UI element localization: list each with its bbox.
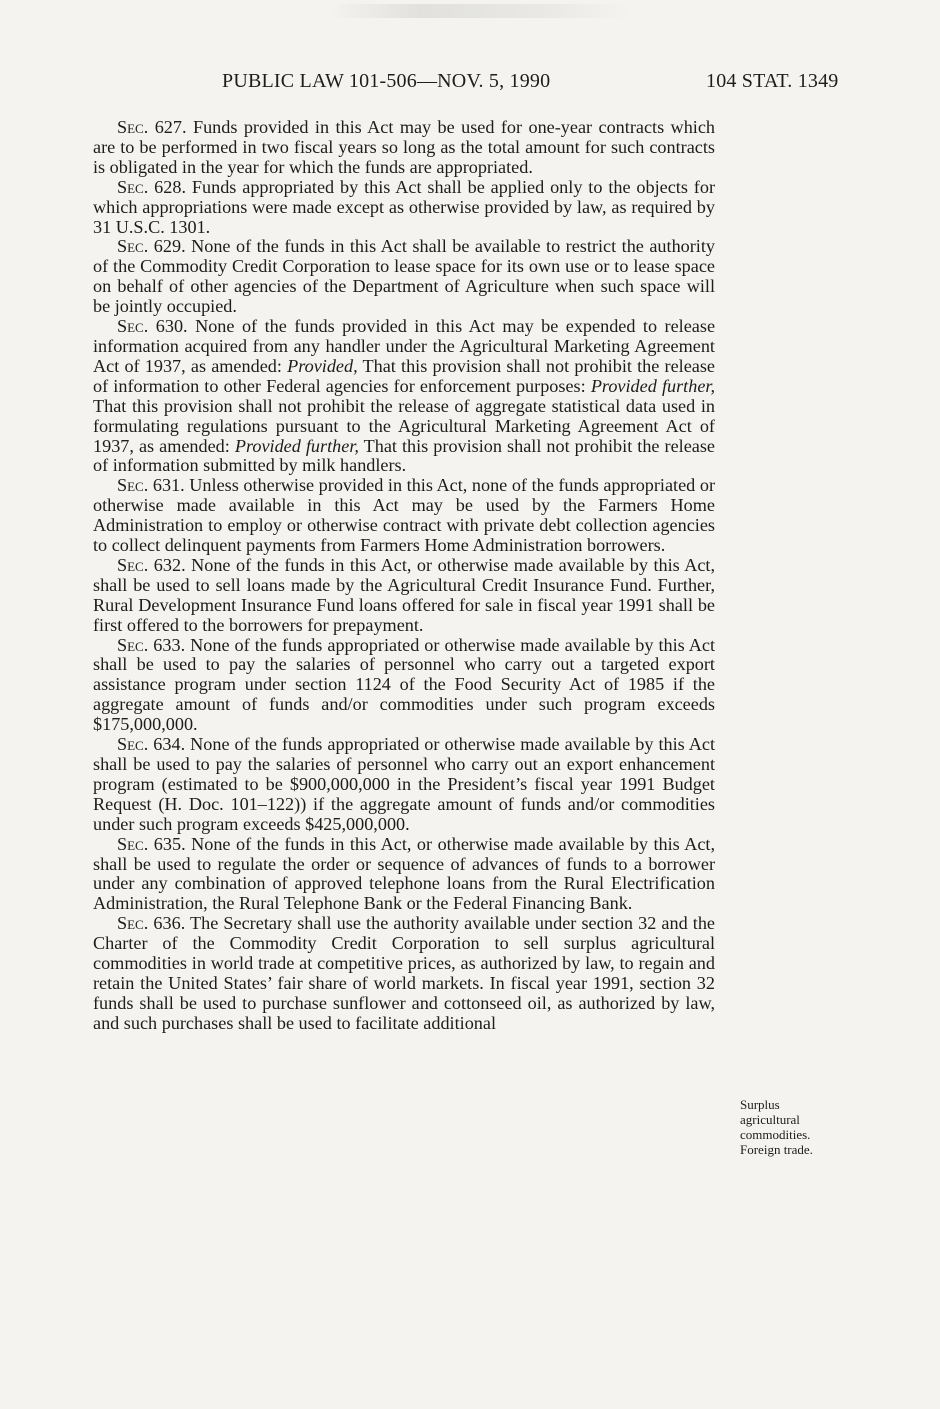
section-number: 632. xyxy=(153,554,186,575)
section-text: Unless otherwise provided in this Act, none of the funds appropriated or otherwise made available in this Act may be used by the Farmers Home Administration to employ or otherwise contract with private debt collection agencies to collect delinquent payments from Farmers Home Administration borrowers. xyxy=(93,475,716,556)
section-text: None of the funds in this Act, or otherwise made available by this Act, shall be used to regulate the order or sequence of advances of funds to a borrower under any combination of approved telephone loans from the Rural Electrification Administration, the Rural Telephone Bank or the Federal Financing Bank. xyxy=(93,833,716,914)
section-label: Sec. xyxy=(117,236,149,257)
section-number: 629. xyxy=(153,236,186,257)
section-label: Sec. xyxy=(117,554,149,575)
section-text: None of the funds appropriated or otherwise made available by this Act shall be used to pay the salaries of personnel who carry out a targeted export assistance program under section 1124 of the Food Security Act of 1985 if the aggregate amount of funds and/or commodities under such program exceeds $175,000,000. xyxy=(93,634,715,735)
margin-note xyxy=(740,1097,860,1157)
section-number: 627. xyxy=(154,117,187,137)
section-label: Sec. xyxy=(117,913,149,934)
margin-note-line: Foreign trade. xyxy=(740,1142,813,1157)
page-header xyxy=(0,70,940,100)
section-number: 636. xyxy=(153,913,186,934)
proviso-text: Provided, xyxy=(287,355,358,376)
section-text: Funds provided in this Act may be used for one-year contracts which are to be performed in two fiscal years so long as the total amount for such contracts is obligated in the year for which the funds are appropriated. xyxy=(93,117,716,177)
section-number: 631. xyxy=(152,475,185,496)
section-paragraph xyxy=(93,317,715,476)
section-label: Sec. xyxy=(117,475,149,496)
section-label: Sec. xyxy=(117,316,149,337)
document-body xyxy=(93,118,715,1034)
section-number: 634. xyxy=(153,734,186,755)
section-text: None of the funds appropriated or otherwise made available by this Act shall be used to pay the salaries of personnel who carry out an export enhancement program (estimated to be $900,000,000 in the President’s fiscal year 1991 Budget Request (H. Doc. 101–122)) if the aggregate amount of funds and/or commodities under such program exceeds $425,000,000. xyxy=(93,734,715,834)
bleed-through-mark xyxy=(330,4,630,18)
section-label: Sec. xyxy=(117,833,149,854)
section-paragraph xyxy=(93,178,715,238)
section-text: None of the funds provided in this Act may be expended to release information acquired from any handler under the Agricultural Marketing Agreement Act of 1937, as amended: xyxy=(93,316,716,376)
section-text: The Secretary shall use the authority available under section 32 and the Charter of the Commodity Credit Corporation to sell surplus agricultural commodities in world trade at competitive prices, as authorized by law, to regain and retain the United States’ fair share of world markets. In fiscal year 1991, section 32 funds shall be used to purchase sunflower and cottonseed oil, as authorized by law, and such purchases shall be used to facilitate additional xyxy=(93,913,716,1033)
section-paragraph xyxy=(93,476,715,556)
proviso-text: Provided further, xyxy=(234,435,359,456)
section-paragraph xyxy=(93,237,715,317)
section-paragraph xyxy=(93,118,715,178)
section-text: None of the funds in this Act shall be available to restrict the authority of the Commodity Credit Corporation to lease space for its own use or to lease space on behalf of other agencies of the Department of Agriculture when such space will be jointly occupied. xyxy=(93,236,716,317)
section-text: That this provision shall not prohibit the release of aggregate statistical data used in formulating regulations pursuant to the Agricultural Marketing Agreement Act of 1937, as amended: xyxy=(93,395,715,456)
section-paragraph xyxy=(93,556,715,636)
section-paragraph xyxy=(93,835,715,915)
section-number: 635. xyxy=(153,833,186,854)
section-text: None of the funds in this Act, or otherwise made available by this Act, shall be used to sell loans made by the Agricultural Credit Insurance Fund. Further, Rural Development Insurance Fund loans offered for sale in fiscal year 1991 shall be first offered to the borrowers for prepayment. xyxy=(93,554,716,635)
section-paragraph xyxy=(93,914,715,1033)
section-paragraph xyxy=(93,636,715,736)
section-number: 630. xyxy=(155,316,188,337)
section-text: That this provision shall not prohibit the release of information to other Federal agencies for enforcement purposes: xyxy=(93,355,715,396)
section-label: Sec. xyxy=(117,176,149,197)
section-label: Sec. xyxy=(117,734,149,755)
section-text: Funds appropriated by this Act shall be applied only to the objects for which appropriations were made except as otherwise provided by law, as required by 31 U.S.C. 1301. xyxy=(93,176,716,237)
margin-note-line: commodities. xyxy=(740,1127,811,1142)
section-text: That this provision shall not prohibit the release of information submitted by milk handlers. xyxy=(93,435,716,476)
section-paragraph xyxy=(93,735,715,835)
statute-page-number: 104 STAT. 1349 xyxy=(706,70,839,92)
section-label: Sec. xyxy=(117,634,149,655)
section-number: 628. xyxy=(154,176,186,197)
margin-note-line: Surplus xyxy=(740,1097,780,1112)
running-title: PUBLIC LAW 101-506—NOV. 5, 1990 xyxy=(222,70,551,92)
section-label: Sec. xyxy=(117,117,149,137)
section-number: 633. xyxy=(153,634,186,655)
proviso-text: Provided further, xyxy=(590,375,716,396)
margin-note-line: agricultural xyxy=(740,1112,800,1127)
